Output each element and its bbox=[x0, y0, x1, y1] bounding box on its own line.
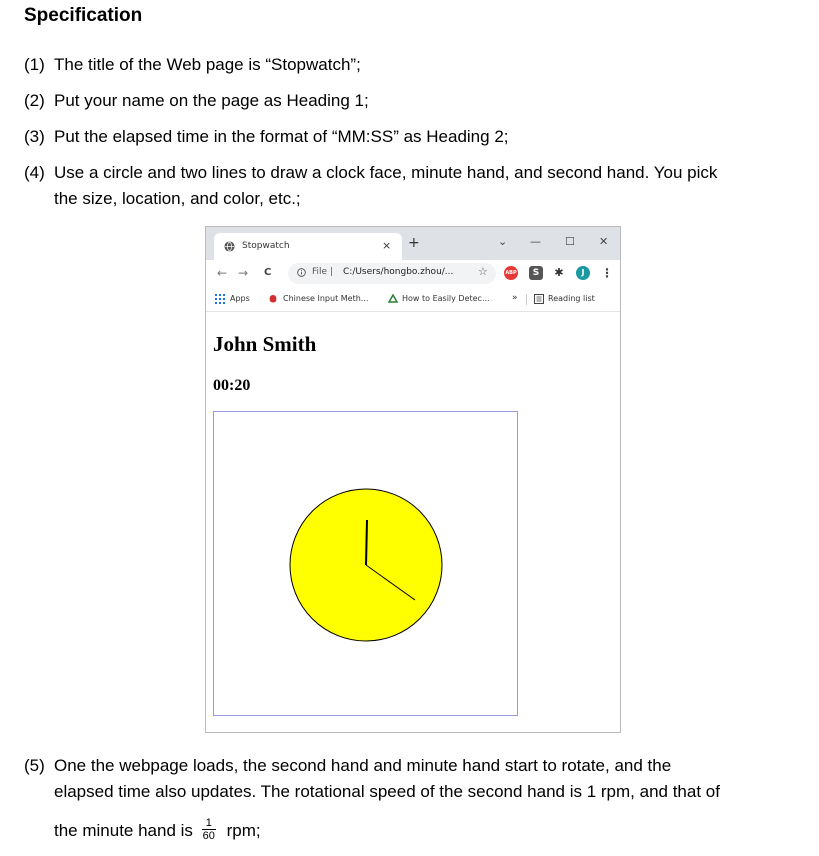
bookmark-how-to[interactable]: How to Easily Detec... bbox=[402, 294, 490, 303]
browser-screenshot bbox=[205, 226, 621, 733]
spec-item-number: (3) bbox=[24, 127, 45, 146]
elapsed-time-heading: 00:20 bbox=[213, 377, 251, 394]
tab-close-icon[interactable]: × bbox=[382, 239, 392, 252]
new-tab-icon[interactable]: + bbox=[408, 235, 420, 251]
window-close-icon[interactable]: ✕ bbox=[599, 235, 609, 248]
bookmarks-divider bbox=[526, 294, 527, 305]
spec-item-4 bbox=[24, 160, 717, 212]
spec-item-5 bbox=[24, 753, 720, 805]
adblock-extension-icon[interactable]: ABP bbox=[504, 266, 518, 280]
extensions-puzzle-icon[interactable]: ✱ bbox=[554, 266, 564, 279]
forward-icon[interactable]: → bbox=[238, 266, 249, 280]
spec-item-text: One the webpage loads, the second hand and minute hand start to rotate, and the bbox=[54, 756, 672, 775]
spec-item-number: (2) bbox=[24, 91, 45, 110]
fraction-denominator: 60 bbox=[202, 830, 215, 843]
bookmarks-overflow-icon[interactable]: » bbox=[512, 293, 518, 303]
tab-stopwatch[interactable] bbox=[214, 233, 402, 260]
tab-title: Stopwatch bbox=[242, 241, 290, 251]
bookmark-reading-list[interactable]: Reading list bbox=[548, 294, 595, 303]
clock-canvas bbox=[213, 411, 518, 716]
profile-avatar[interactable]: J bbox=[576, 266, 590, 280]
maximize-icon[interactable]: ☐ bbox=[565, 235, 575, 248]
spec-item-number: (5) bbox=[24, 756, 45, 775]
reload-icon[interactable]: C bbox=[264, 267, 272, 278]
chinese-input-favicon bbox=[268, 294, 278, 304]
minimize-icon[interactable]: — bbox=[530, 235, 541, 248]
bookmark-chinese-input[interactable]: Chinese Input Meth... bbox=[283, 294, 369, 303]
spec-item-2 bbox=[24, 88, 369, 114]
back-icon[interactable]: ← bbox=[217, 266, 228, 280]
fraction bbox=[202, 817, 216, 842]
tab-strip bbox=[206, 227, 620, 260]
reading-list-icon bbox=[534, 294, 544, 304]
spec-item-text: Use a circle and two lines to draw a clock face, minute hand, and second hand. You pick bbox=[54, 163, 718, 182]
doc-title: Specification bbox=[24, 5, 143, 26]
spec-item-5-formula-line bbox=[54, 818, 261, 844]
spec-item-number: (1) bbox=[24, 55, 45, 74]
minute-hand bbox=[366, 520, 367, 565]
spec-item-number: (4) bbox=[24, 163, 45, 182]
address-bar[interactable] bbox=[288, 263, 496, 284]
info-icon bbox=[297, 268, 306, 277]
bookmarks-bar bbox=[206, 288, 620, 312]
spec-item-text-continued: elapsed time also updates. The rotational speed of the second hand is 1 rpm, and that of bbox=[54, 782, 720, 801]
fraction-numerator: 1 bbox=[202, 817, 216, 830]
bookmark-star-icon[interactable]: ☆ bbox=[478, 265, 488, 278]
spec-item-text: Put your name on the page as Heading 1; bbox=[54, 91, 369, 110]
tab-search-icon[interactable]: ⌄ bbox=[498, 235, 508, 248]
how-to-favicon bbox=[388, 294, 398, 304]
globe-icon bbox=[224, 241, 235, 252]
name-heading: John Smith bbox=[213, 332, 317, 356]
address-scheme-label: File | bbox=[312, 267, 333, 277]
browser-toolbar bbox=[206, 260, 620, 288]
clock-drawing bbox=[214, 412, 517, 715]
web-page-content bbox=[206, 312, 620, 732]
formula-suffix: rpm; bbox=[226, 821, 261, 840]
s-extension-icon[interactable]: S bbox=[529, 266, 543, 280]
spec-item-text: The title of the Web page is “Stopwatch”; bbox=[54, 55, 361, 74]
spec-item-text: Put the elapsed time in the format of “MM:SS” as Heading 2; bbox=[54, 127, 509, 146]
spec-item-text-continued: the size, location, and color, etc.; bbox=[54, 189, 301, 208]
address-url: C:/Users/hongbo.zhou/... bbox=[343, 267, 454, 277]
spec-item-1 bbox=[24, 52, 361, 78]
apps-grid-icon bbox=[215, 294, 225, 304]
formula-prefix: the minute hand is bbox=[54, 821, 193, 840]
menu-icon[interactable]: ⋮ bbox=[601, 266, 613, 280]
bookmark-apps[interactable]: Apps bbox=[230, 294, 250, 303]
spec-item-3 bbox=[24, 124, 509, 150]
